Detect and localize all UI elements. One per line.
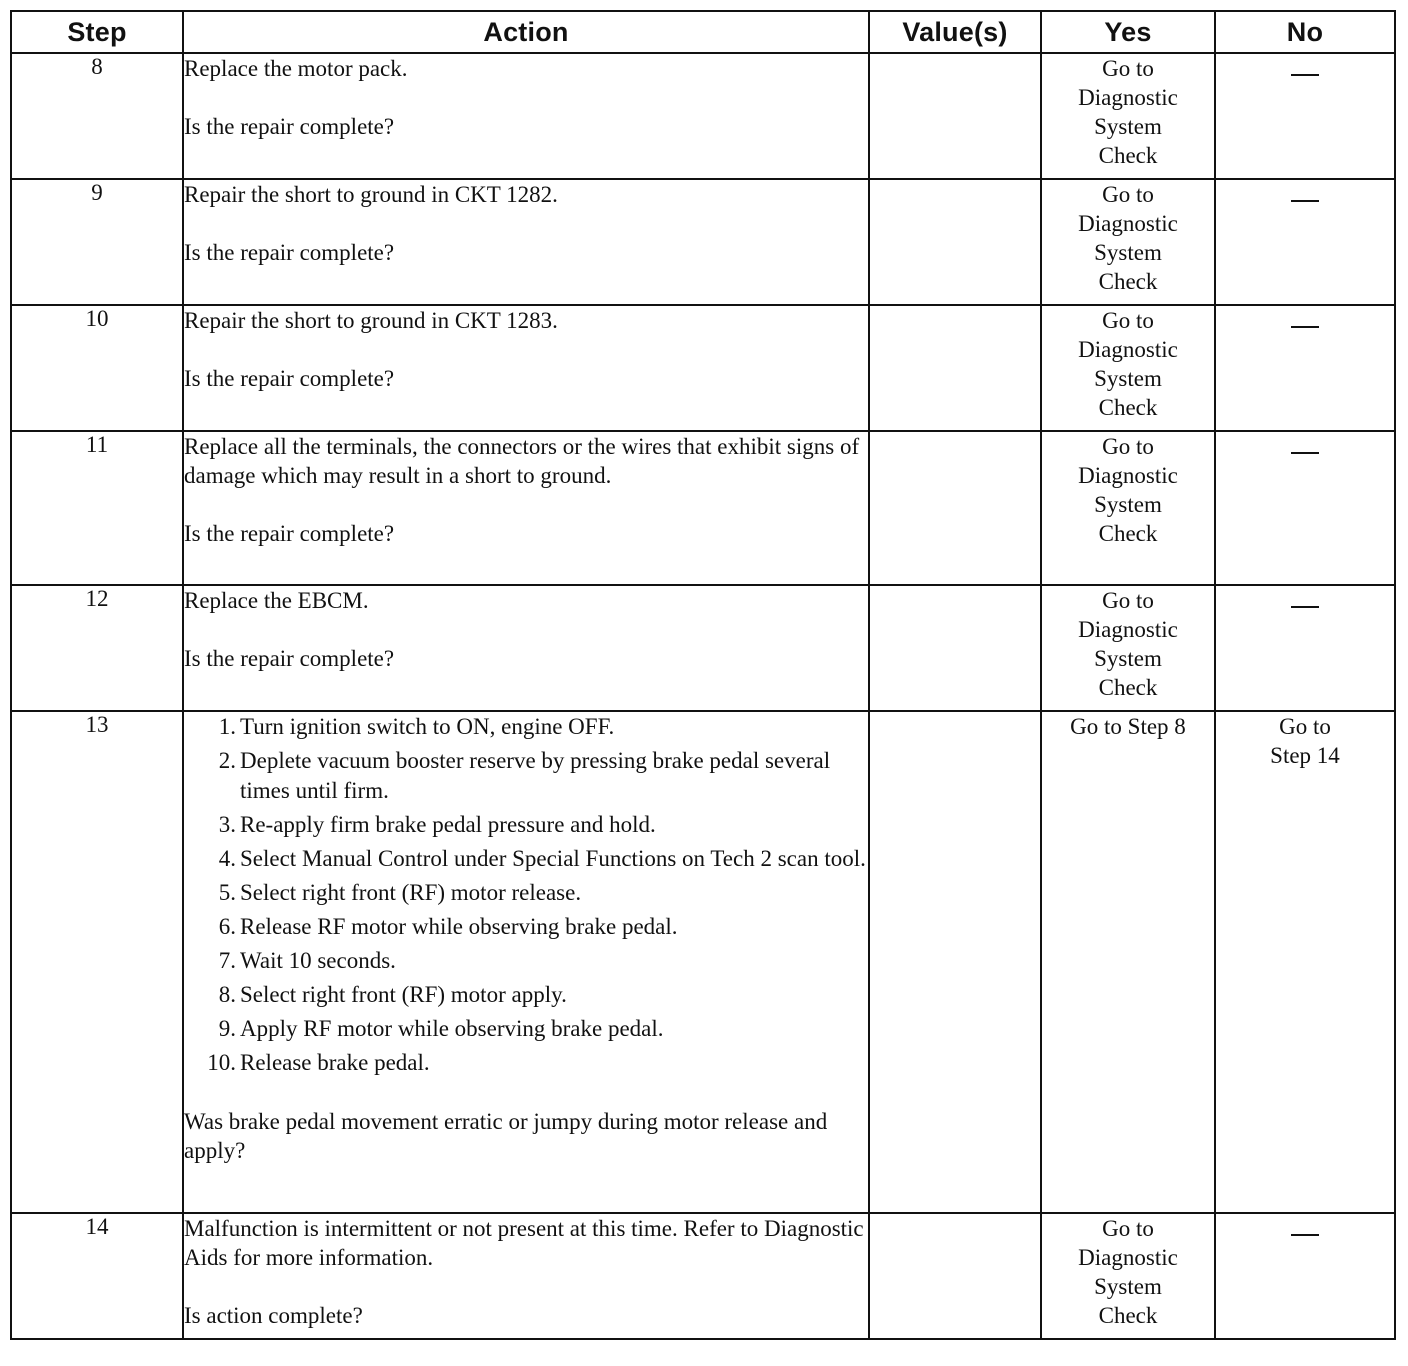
- header-values: Value(s): [869, 11, 1041, 53]
- diagnostic-table: [10, 10, 1396, 1340]
- yes-line: System: [1094, 492, 1162, 517]
- item-text: Re-apply firm brake pedal pressure and hold.: [240, 812, 656, 837]
- no-dash: [1291, 326, 1319, 328]
- yes-line: Diagnostic: [1078, 617, 1178, 642]
- yes-line: Go to: [1102, 182, 1154, 207]
- action-question: Is the repair complete?: [184, 521, 395, 546]
- yes-line: Go to: [1102, 308, 1154, 333]
- table-row: [11, 431, 1395, 585]
- action-cell: [183, 585, 869, 711]
- value-cell: [869, 179, 1041, 305]
- action-cell: [183, 711, 869, 1213]
- step-number: 11: [11, 431, 183, 585]
- no-cell: [1215, 179, 1395, 305]
- action-text: Replace all the terminals, the connectors or the wires that exhibit signs of damage which may result in a short to ground.: [184, 434, 860, 488]
- procedure-item: [218, 912, 868, 942]
- action-text: Repair the short to ground in CKT 1283.: [184, 308, 558, 333]
- item-text: Select right front (RF) motor apply.: [240, 982, 567, 1007]
- yes-line: Check: [1098, 395, 1158, 420]
- table-row: [11, 179, 1395, 305]
- yes-line: Check: [1098, 269, 1158, 294]
- step-number: 14: [11, 1213, 183, 1339]
- yes-line: Diagnostic: [1078, 85, 1178, 110]
- value-cell: [869, 305, 1041, 431]
- table-row: [11, 53, 1395, 179]
- action-text: Repair the short to ground in CKT 1282.: [184, 182, 558, 207]
- yes-line: Diagnostic: [1078, 1245, 1178, 1270]
- no-dash: [1291, 200, 1319, 202]
- yes-line: System: [1094, 646, 1162, 671]
- no-line: Step 14: [1270, 743, 1340, 768]
- procedure-item: [218, 946, 868, 976]
- step-number: 10: [11, 305, 183, 431]
- action-text: Malfunction is intermittent or not present at this time. Refer to Diagnostic Aids for more information.: [184, 1216, 864, 1270]
- item-text: Select Manual Control under Special Functions on Tech 2 scan tool.: [240, 846, 866, 871]
- header-no: No: [1215, 11, 1395, 53]
- action-question: Is the repair complete?: [184, 240, 395, 265]
- table-row: [11, 711, 1395, 1213]
- yes-line: Check: [1098, 675, 1158, 700]
- table-row: [11, 1213, 1395, 1339]
- value-cell: [869, 711, 1041, 1213]
- yes-line: Go to Step 8: [1070, 714, 1186, 739]
- no-cell: [1215, 305, 1395, 431]
- no-cell: [1215, 1213, 1395, 1339]
- item-number: 3.: [218, 812, 236, 837]
- step-number: 12: [11, 585, 183, 711]
- yes-cell: [1041, 585, 1215, 711]
- yes-cell: [1041, 53, 1215, 179]
- yes-line: Go to: [1102, 56, 1154, 81]
- procedure-list: [184, 712, 868, 1078]
- no-dash: [1291, 606, 1319, 608]
- item-text: Turn ignition switch to ON, engine OFF.: [240, 714, 615, 739]
- action-cell: [183, 431, 869, 585]
- item-number: 4.: [218, 846, 236, 871]
- yes-cell: [1041, 431, 1215, 585]
- action-question: Is the repair complete?: [184, 114, 395, 139]
- procedure-item: [218, 878, 868, 908]
- yes-line: Diagnostic: [1078, 337, 1178, 362]
- step-number: 13: [11, 711, 183, 1213]
- item-number: 10.: [207, 1050, 236, 1075]
- action-question: Is the repair complete?: [184, 646, 395, 671]
- item-number: 8.: [218, 982, 236, 1007]
- yes-line: Diagnostic: [1078, 211, 1178, 236]
- yes-line: System: [1094, 366, 1162, 391]
- yes-line: System: [1094, 240, 1162, 265]
- header-yes: Yes: [1041, 11, 1215, 53]
- no-dash: [1291, 74, 1319, 76]
- value-cell: [869, 585, 1041, 711]
- yes-line: System: [1094, 114, 1162, 139]
- item-text: Wait 10 seconds.: [240, 948, 396, 973]
- no-cell: [1215, 711, 1395, 1213]
- item-text: Deplete vacuum booster reserve by pressing brake pedal several times until firm.: [240, 748, 831, 803]
- yes-line: Go to: [1102, 434, 1154, 459]
- yes-cell: [1041, 179, 1215, 305]
- item-number: 7.: [218, 948, 236, 973]
- no-cell: [1215, 585, 1395, 711]
- item-text: Release RF motor while observing brake pedal.: [240, 914, 678, 939]
- action-cell: [183, 179, 869, 305]
- no-line: Go to: [1279, 714, 1331, 739]
- procedure-item: [207, 1048, 868, 1078]
- step-number: 8: [11, 53, 183, 179]
- yes-line: Check: [1098, 521, 1158, 546]
- yes-cell: [1041, 1213, 1215, 1339]
- yes-line: Check: [1098, 1303, 1158, 1328]
- step-number: 9: [11, 179, 183, 305]
- action-cell: [183, 305, 869, 431]
- procedure-item: [218, 746, 868, 806]
- no-cell: [1215, 53, 1395, 179]
- procedure-item: [218, 1014, 868, 1044]
- yes-line: Check: [1098, 143, 1158, 168]
- yes-line: Go to: [1102, 1216, 1154, 1241]
- value-cell: [869, 1213, 1041, 1339]
- procedure-item: [218, 810, 868, 840]
- header-row: [11, 11, 1395, 53]
- item-number: 5.: [218, 880, 236, 905]
- action-text: Replace the motor pack.: [184, 56, 408, 81]
- action-question: Is action complete?: [184, 1303, 363, 1328]
- action-question: Was brake pedal movement erratic or jumpy during motor release and apply?: [184, 1109, 828, 1163]
- procedure-item: [218, 980, 868, 1010]
- action-cell: [183, 1213, 869, 1339]
- item-number: 9.: [218, 1016, 236, 1041]
- item-text: Apply RF motor while observing brake pedal.: [240, 1016, 664, 1041]
- item-number: 1.: [218, 714, 236, 739]
- yes-line: System: [1094, 1274, 1162, 1299]
- value-cell: [869, 431, 1041, 585]
- yes-line: Go to: [1102, 588, 1154, 613]
- yes-cell: [1041, 305, 1215, 431]
- item-number: 2.: [218, 748, 236, 773]
- table-row: [11, 305, 1395, 431]
- procedure-item: [218, 844, 868, 874]
- no-cell: [1215, 431, 1395, 585]
- header-step: Step: [11, 11, 183, 53]
- no-dash: [1291, 452, 1319, 454]
- header-action: Action: [183, 11, 869, 53]
- no-dash: [1291, 1234, 1319, 1236]
- item-number: 6.: [218, 914, 236, 939]
- item-text: Select right front (RF) motor release.: [240, 880, 582, 905]
- procedure-item: [218, 712, 868, 742]
- yes-cell: [1041, 711, 1215, 1213]
- yes-line: Diagnostic: [1078, 463, 1178, 488]
- table-row: [11, 585, 1395, 711]
- value-cell: [869, 53, 1041, 179]
- action-text: Replace the EBCM.: [184, 588, 369, 613]
- action-question: Is the repair complete?: [184, 366, 395, 391]
- action-cell: [183, 53, 869, 179]
- item-text: Release brake pedal.: [240, 1050, 430, 1075]
